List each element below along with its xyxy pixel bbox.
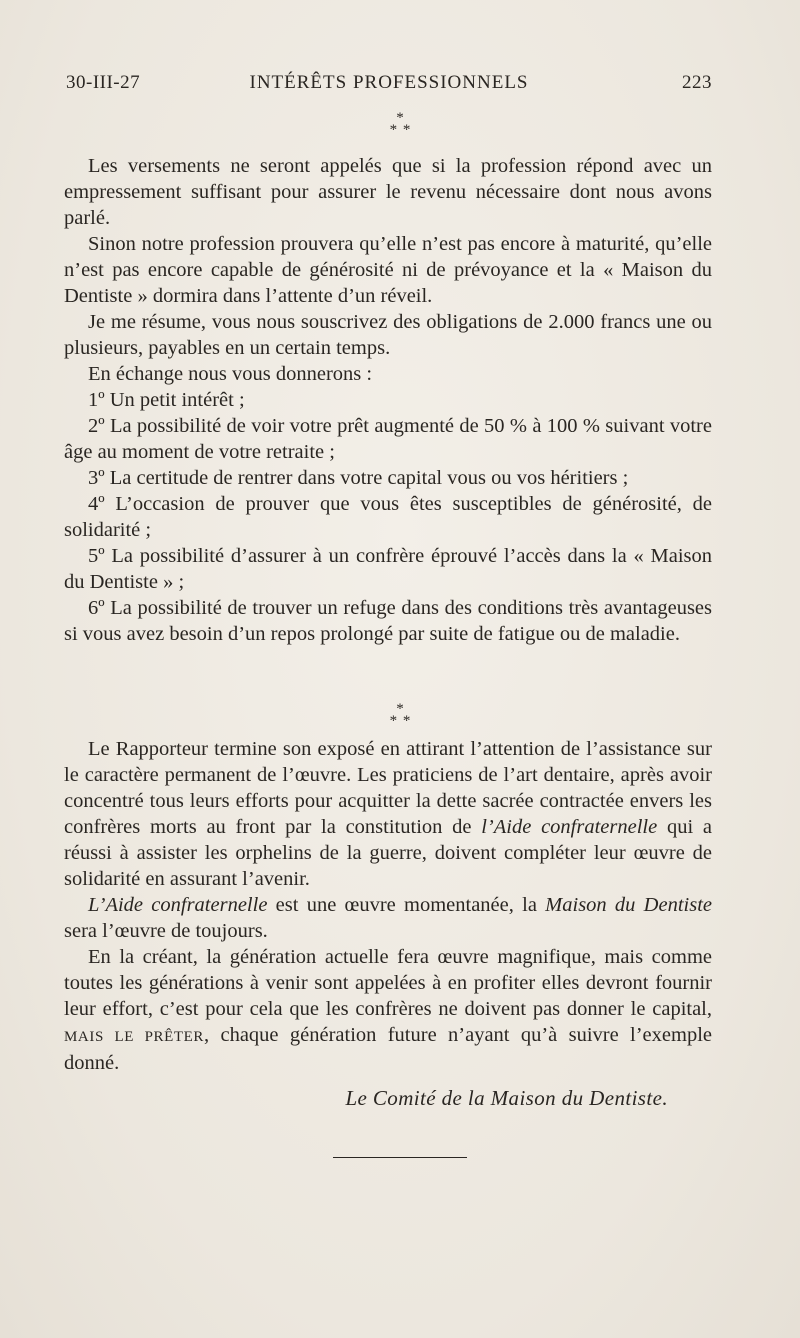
list-item: 3º La certitude de rentrer dans votre capital vous ou vos héritiers ; xyxy=(88,467,629,489)
list-item: 4º L’occasion de prouver que vous êtes susceptibles de générosité, de solidarité ; xyxy=(64,493,712,541)
closing-rule xyxy=(333,1157,467,1158)
asterism-star-top: * xyxy=(396,701,404,717)
asterism-stars-bottom: * * xyxy=(389,713,411,729)
paragraph: Sinon notre profession prouvera qu’elle n’est pas encore à maturité, qu’elle n’est pas encore capable de générosité ni de prévoyance et la « Maison du Dentiste » dormira dans l’attente d’un réveil. xyxy=(64,233,712,307)
list-item: 6º La possibilité de trouver un refuge dans des conditions très avantageuses si vous avez besoin d’un repos prolongé par suite de fatigue ou de maladie. xyxy=(64,597,712,645)
text-run: est une œuvre momentanée, la xyxy=(267,894,546,916)
italic-text: Maison du Dentiste xyxy=(545,894,712,916)
text-run: Le Rapporteur termine son exposé en attirant l’attention de l’assistance sur le caractère permanent de l’œuvre. Les praticiens de l’art dentaire, après avoir concentré tous leurs efforts pour acquitter la dette sacrée contractée envers les confrères morts au front par la constitution de xyxy=(64,738,712,838)
paragraph: Les versements ne seront appelés que si la profession répond avec un empressement suffisant pour assurer le revenu nécessaire dont nous avons parlé. xyxy=(64,155,712,229)
asterism-divider xyxy=(0,703,800,727)
paragraph: Je me résume, vous nous souscrivez des obligations de 2.000 francs une ou plusieurs, payables en un certain temps. xyxy=(64,311,712,359)
list-item: 2º La possibilité de voir votre prêt augmenté de 50 % à 100 % suivant votre âge au moment de votre retraite ; xyxy=(64,415,712,463)
signature: Le Comité de la Maison du Dentiste. xyxy=(345,1086,668,1110)
text-run: , chaque génération future n’ayant qu’à suivre l’exemple donné. xyxy=(64,1024,712,1074)
paragraph xyxy=(64,892,712,944)
text-run: sera l’œuvre de toujours. xyxy=(64,920,268,942)
paragraph xyxy=(64,736,712,892)
text-run: En la créant, la génération actuelle fera œuvre magnifique, mais comme toutes les générations à venir sont appelées à en profiter elles devront fournir leur effort, c’est pour cela que les confrères ne doivent pas donner le capital, xyxy=(64,946,712,1020)
asterism-divider xyxy=(0,112,800,136)
running-header xyxy=(66,72,712,98)
section-subscription-terms xyxy=(64,153,712,647)
small-caps-text: MAIS LE PRÊTER xyxy=(64,1029,205,1045)
section-rapporteur-conclusion xyxy=(64,736,712,1076)
page-number: 223 xyxy=(682,72,712,93)
header-date: 30-III-27 xyxy=(66,72,141,93)
text-run: qui a réussi à assister les orphelins de la guerre, doivent compléter leur œuvre de solidarité en assurant l’avenir. xyxy=(64,816,712,890)
list-item: 1º Un petit intérêt ; xyxy=(88,389,245,411)
paragraph xyxy=(64,944,712,1076)
italic-text: l’Aide confraternelle xyxy=(481,816,658,838)
paragraph: En échange nous vous donnerons : xyxy=(88,363,373,385)
header-section-title: INTÉRÊTS PROFESSIONNELS xyxy=(249,72,529,93)
asterism-star-top: * xyxy=(396,110,404,126)
asterism-stars-bottom: * * xyxy=(389,122,411,138)
list-item: 5º La possibilité d’assurer à un confrère éprouvé l’accès dans la « Maison du Dentiste » ; xyxy=(64,545,712,593)
italic-text: L’Aide confraternelle xyxy=(88,894,268,916)
